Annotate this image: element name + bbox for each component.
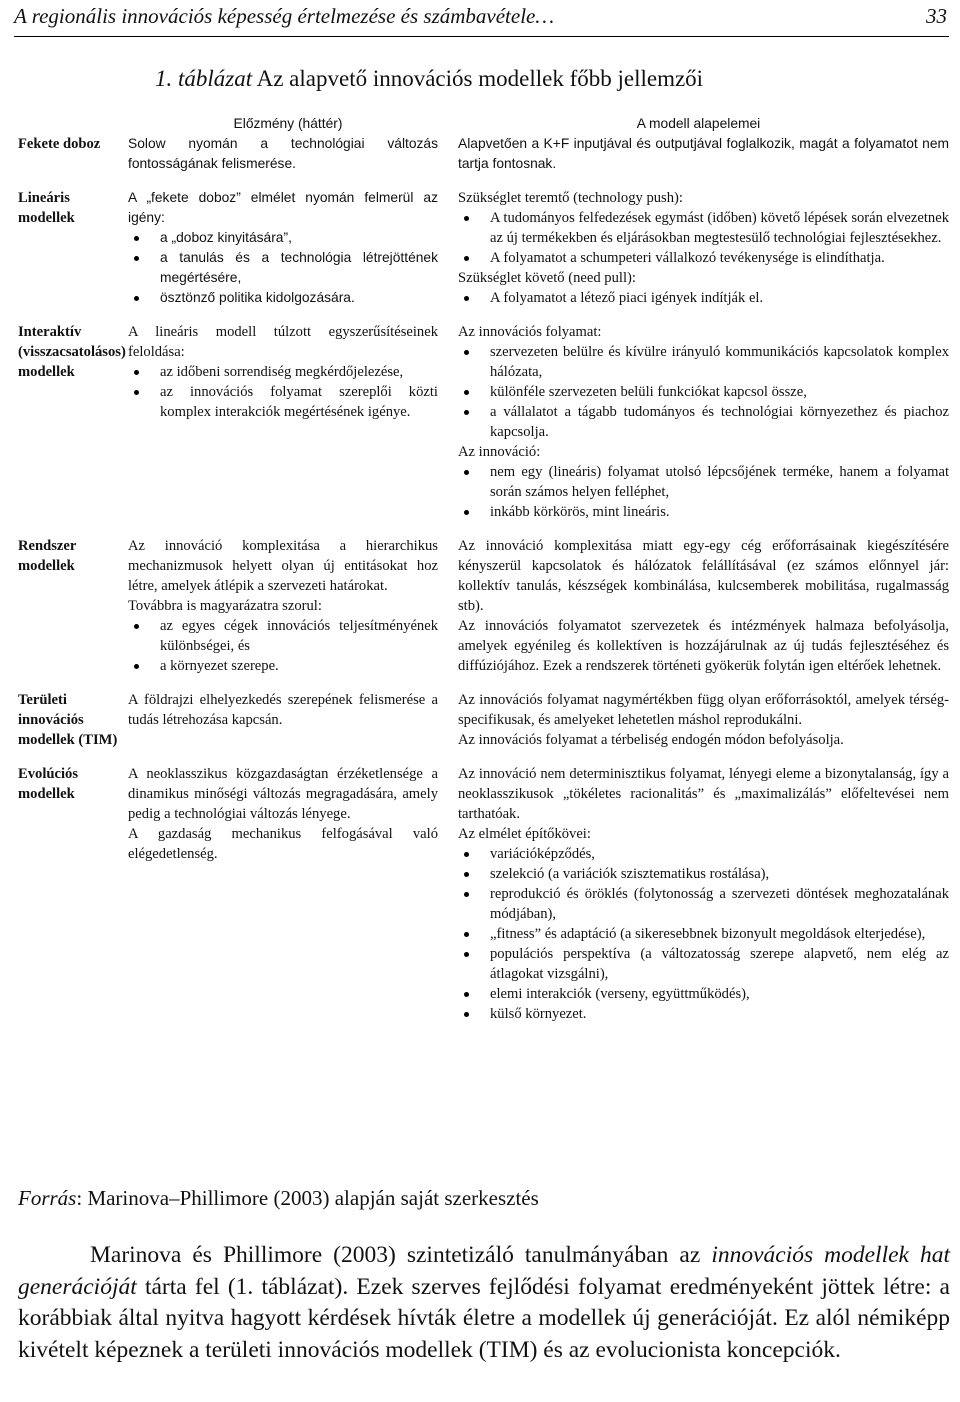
background-cell [128, 764, 448, 1024]
background-list [128, 362, 438, 422]
background-intro-2: Továbbra is magyarázatra szorul: [128, 598, 322, 614]
list-item: variációképződés, [458, 844, 949, 864]
list-item: a környezet szerepe. [128, 656, 438, 676]
list-item: „fitness” és adaptáció (a sikeresebbnek bizonyult megoldások elterjedése), [458, 924, 949, 944]
table-caption-title: Az alapvető innovációs modellek főbb jellemzői [256, 66, 704, 91]
list-item: a tanulás és a technológia létrejöttének megértésére, [128, 248, 438, 288]
elements-list [458, 462, 949, 522]
column-header-background: Előzmény (háttér) [233, 116, 343, 131]
background-intro: Az innováció komplexitása a hierarchikus mechanizmusok helyett olyan új entitásokat hoz létre, amelyek átlépik a szervezeti határokat. [128, 538, 438, 594]
table-caption [155, 66, 703, 92]
elements-text: Alapvetően a K+F inputjával és outputjával foglalkozik, magát a folyamatot nem tartja fontosnak. [458, 136, 949, 171]
body-paragraph [18, 1240, 950, 1366]
background-intro: A „fekete doboz” elmélet nyomán felmerül az igény: [128, 190, 438, 225]
list-item: elemi interakciók (verseny, együttműködés), [458, 984, 949, 1004]
elements-cell [448, 322, 949, 522]
models-table [14, 114, 949, 1024]
elements-cell [448, 188, 949, 308]
elements-heading: Az innovációs folyamat: [458, 324, 602, 340]
background-cell [128, 322, 448, 522]
elements-paragraph: Az innovációs folyamat a térbeliség endogén módon befolyásolja. [458, 732, 844, 748]
list-item: az egyes cégek innovációs teljesítményének különbségei, és [128, 616, 438, 656]
source-text: : Marinova–Phillimore (2003) alapján saját szerkesztés [76, 1186, 539, 1210]
table-row [14, 134, 949, 174]
model-name: Fekete doboz [18, 136, 101, 152]
list-item: A folyamatot a létező piaci igények indítják el. [458, 288, 949, 308]
list-item: a „doboz kinyitására”, [128, 228, 438, 248]
background-intro: A lineáris modell túlzott egyszerűsítéseinek feloldása: [128, 324, 438, 360]
model-name: Területi innovációs modellek (TIM) [18, 692, 118, 748]
table-row [14, 188, 949, 308]
list-item: A folyamatot a schumpeteri vállalkozó tevékenysége is elindíthatja. [458, 248, 949, 268]
running-header-title: A regionális innovációs képesség értelmezése és számbavétele… [14, 4, 555, 28]
source-label: Forrás [18, 1186, 77, 1210]
list-item: különféle szervezeten belüli funkciókat kapcsol össze, [458, 382, 949, 402]
body-text-2: tárta fel (1. táblázat). Ezek szerves fejlődési folyamat eredményeként jöttek létre: a korábbiak által nyitva hagyott kérdések hívták életre a modellek új generációját. Ez alól némiképp kivételt képeznek a területi innovációs modellek (TIM) és az evolucionista koncepciók. [18, 1273, 950, 1363]
list-item: külső környezet. [458, 1004, 949, 1024]
list-item: a vállalatot a tágabb tudományos és technológiai környezethez és piachoz kapcsolja. [458, 402, 949, 442]
table-caption-label: 1. táblázat [155, 66, 253, 91]
elements-paragraph: Az innovációs folyamatot szervezetek és intézmények halmaza befolyásolja, amelyek egyénileg és kollektíven is hozzájárulnak az új tudás fejlesztéséhez és diffúziójához. Ezek a rendszerek történeti gyökerük folytán igen eltérőek lehetnek. [458, 618, 949, 674]
background-cell [128, 188, 448, 308]
table-source [18, 1186, 539, 1211]
table-row [14, 536, 949, 676]
elements-paragraph: Az innováció komplexitása miatt egy-egy cég erőforrásainak kiegészítésére kényszerül kapcsolatok és hálózatok felállításával (ez számos előnnyel jár: kollektív tanulás, készségek kombinálása, kulcsemberek mobilitása, rugalmasság stb). [458, 538, 949, 614]
list-item: szervezeten belülre és kívülre irányuló kommunikációs kapcsolatok komplex hálózata, [458, 342, 949, 382]
list-item: inkább körkörös, mint lineáris. [458, 502, 949, 522]
list-item: nem egy (lineáris) folyamat utolsó lépcsőjének terméke, hanem a folyamat során számos helyen felléphet, [458, 462, 949, 502]
list-item: az időbeni sorrendiség megkérdőjelezése, [128, 362, 438, 382]
list-item: reprodukció és öröklés (folytonosság a szervezeti döntések meghozatalának módjában), [458, 884, 949, 924]
model-name: Evolúciós modellek [18, 766, 79, 802]
body-text-italic: innovációs modellek hat generációját [18, 1242, 950, 1300]
page-number: 33 [926, 4, 947, 28]
column-header-elements: A modell alapelemei [636, 116, 761, 131]
elements-cell [448, 690, 949, 750]
list-item: az innovációs folyamat szereplői közti komplex interakciók megértésének igénye. [128, 382, 438, 422]
elements-heading: Szükséglet teremtő (technology push): [458, 190, 683, 206]
model-name: Rendszer modellek [18, 538, 77, 574]
body-text-1: Marinova és Phillimore (2003) szintetizáló tanulmányában az [90, 1242, 712, 1268]
elements-cell [448, 764, 949, 1024]
background-intro: A földrajzi elhelyezkedés szerepének felismerése a tudás létrehozása kapcsán. [128, 692, 438, 728]
elements-paragraph: Az innováció nem determinisztikus folyamat, lényegi eleme a bizonytalanság, így a neoklasszikusok „tökéletes racionalitás” és „maximalizálás” előfeltevései nem tarthatóak. [458, 766, 949, 822]
background-list [128, 616, 438, 676]
background-cell [128, 536, 448, 676]
background-intro: A neoklasszikus közgazdaságtan érzéketlensége a dinamikus minőségi változás megragadására, amely pedig a technológiai változás lényege. [128, 766, 438, 822]
elements-list [458, 844, 949, 1024]
background-cell [128, 690, 448, 750]
elements-heading: Szükséglet követő (need pull): [458, 270, 636, 286]
elements-paragraph: Az innovációs folyamat nagymértékben függ olyan erőforrásoktól, amelyek térség-specifikusak, és amelyeket lehetetlen máshol reprodukálni. [458, 692, 949, 728]
model-name: Interaktív (visszacsatolásos) modellek [18, 324, 126, 380]
list-item: szelekció (a variációk szisztematikus rostálása), [458, 864, 949, 884]
table-row [14, 690, 949, 750]
elements-cell [448, 134, 949, 174]
running-header [14, 2, 949, 37]
elements-cell [448, 536, 949, 676]
list-item: ösztönző politika kidolgozására. [128, 288, 438, 308]
model-name: Lineáris modellek [18, 190, 75, 226]
elements-list [458, 208, 949, 268]
elements-list [458, 288, 949, 308]
elements-heading: Az innováció: [458, 444, 541, 460]
table-row [14, 114, 949, 134]
background-list [128, 228, 438, 308]
elements-list [458, 342, 949, 442]
table-row [14, 322, 949, 522]
list-item: A tudományos felfedezések egymást (időben) követő lépések során elvezetnek az új termékekben és eljárásokban megtestesülő technológiai fejlesztésekhez. [458, 208, 949, 248]
background-cell: Solow nyomán a technológiai változás fontosságának felismerése. [128, 136, 438, 171]
list-item: populációs perspektíva (a változatosság szerepe alapvető, nem elég az átlagokat vizsgálni), [458, 944, 949, 984]
elements-heading: Az elmélet építőkövei: [458, 826, 591, 842]
table-row [14, 764, 949, 1024]
background-intro-2: A gazdaság mechanikus felfogásával való elégedetlenség. [128, 826, 438, 862]
